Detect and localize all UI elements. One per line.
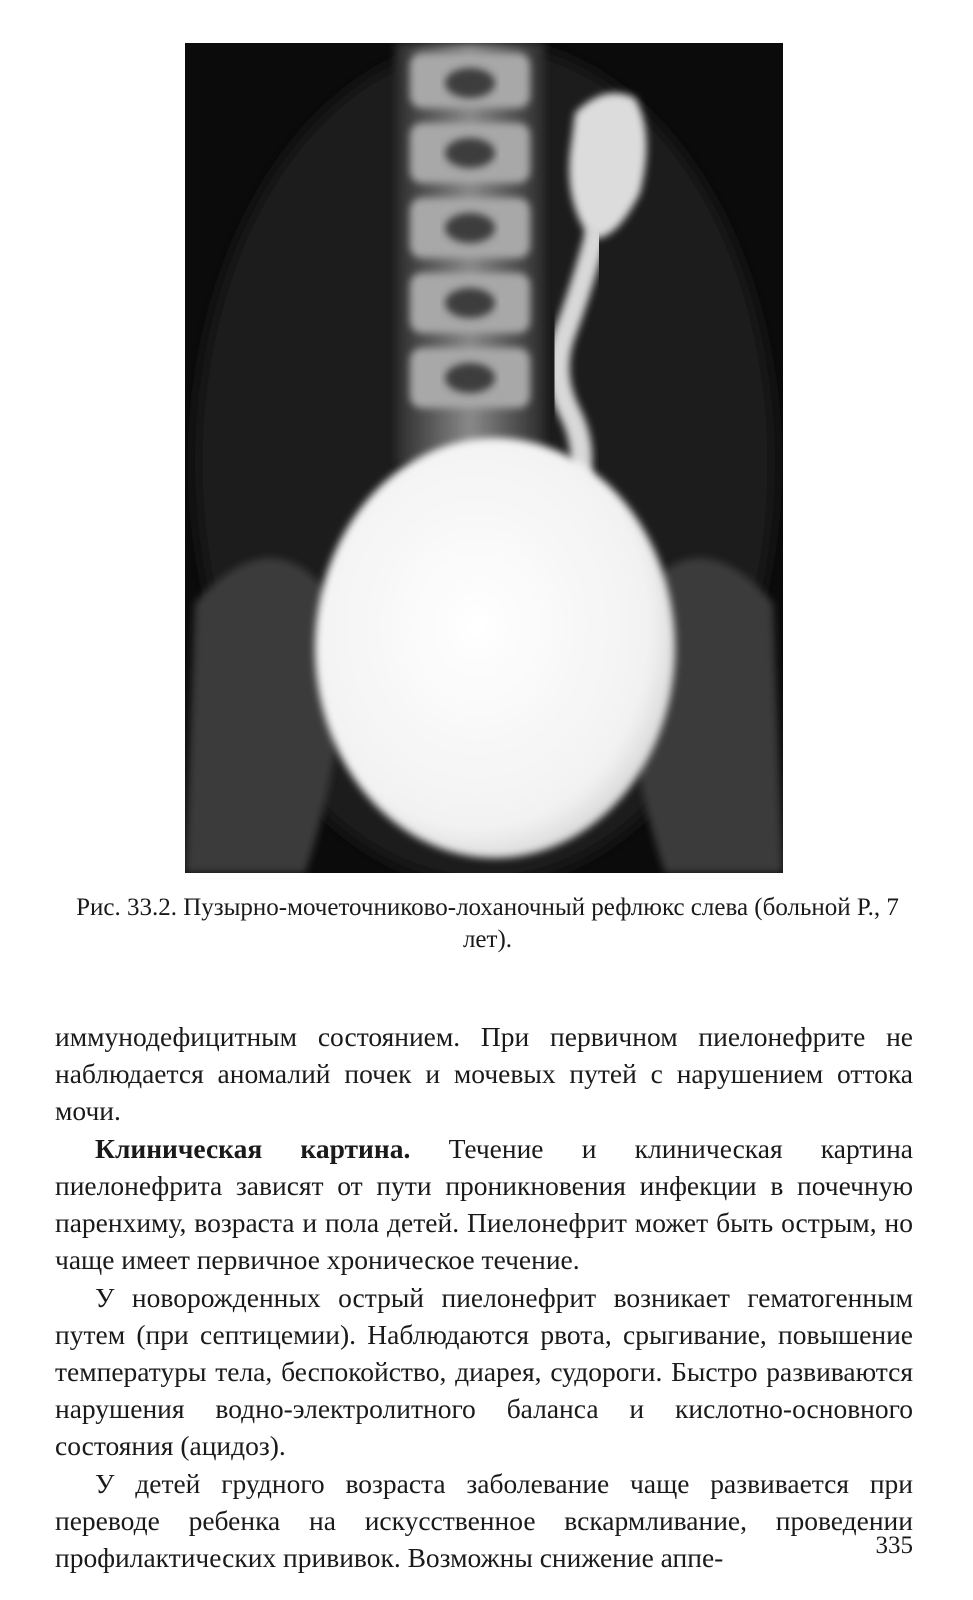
paragraph-4-text: У детей грудного возраста заболевание чаще развивается при переводе ребенка на искусственное вскармливание, проведении профилактических прививок. Возможны снижение аппе- bbox=[55, 1468, 913, 1573]
paragraph-3 bbox=[55, 1279, 913, 1464]
paragraph-2-text: Течение и клиническая картина пиелонефрита зависят от пути проникновения инфекции в почечную паренхиму, возраста и пола детей. Пиелонефрит может быть острым, но чаще имеет первичное хроническое течение. bbox=[55, 1133, 913, 1275]
xray-figure bbox=[185, 43, 783, 873]
page-number: 335 bbox=[875, 1532, 913, 1559]
paragraph-1 bbox=[55, 1018, 913, 1129]
cystogram-xray-image bbox=[185, 43, 783, 873]
figure-caption: Рис. 33.2. Пузырно-мочеточниково-лоханочный рефлюкс слева (больной Р., 7 лет). bbox=[76, 894, 899, 953]
body-text bbox=[55, 1018, 913, 1576]
paragraph-2 bbox=[55, 1130, 913, 1278]
paragraph-4 bbox=[55, 1465, 913, 1576]
section-heading-clinical-picture: Клиническая картина. bbox=[95, 1133, 411, 1164]
paragraph-3-text: У новорожденных острый пиелонефрит возникает гематогенным путем (при септицемии). Наблюдаются рвота, срыгивание, повышение температуры тела, беспокойство, диарея, судороги. Быстро развиваются нарушения водно-электролитного баланса и кислотно-основного состояния (ацидоз). bbox=[55, 1282, 913, 1461]
paragraph-1-text: иммунодефицитным состоянием. При первичном пиелонефрите не наблюдается аномалий почек и мочевых путей с нарушением оттока мочи. bbox=[55, 1021, 913, 1126]
